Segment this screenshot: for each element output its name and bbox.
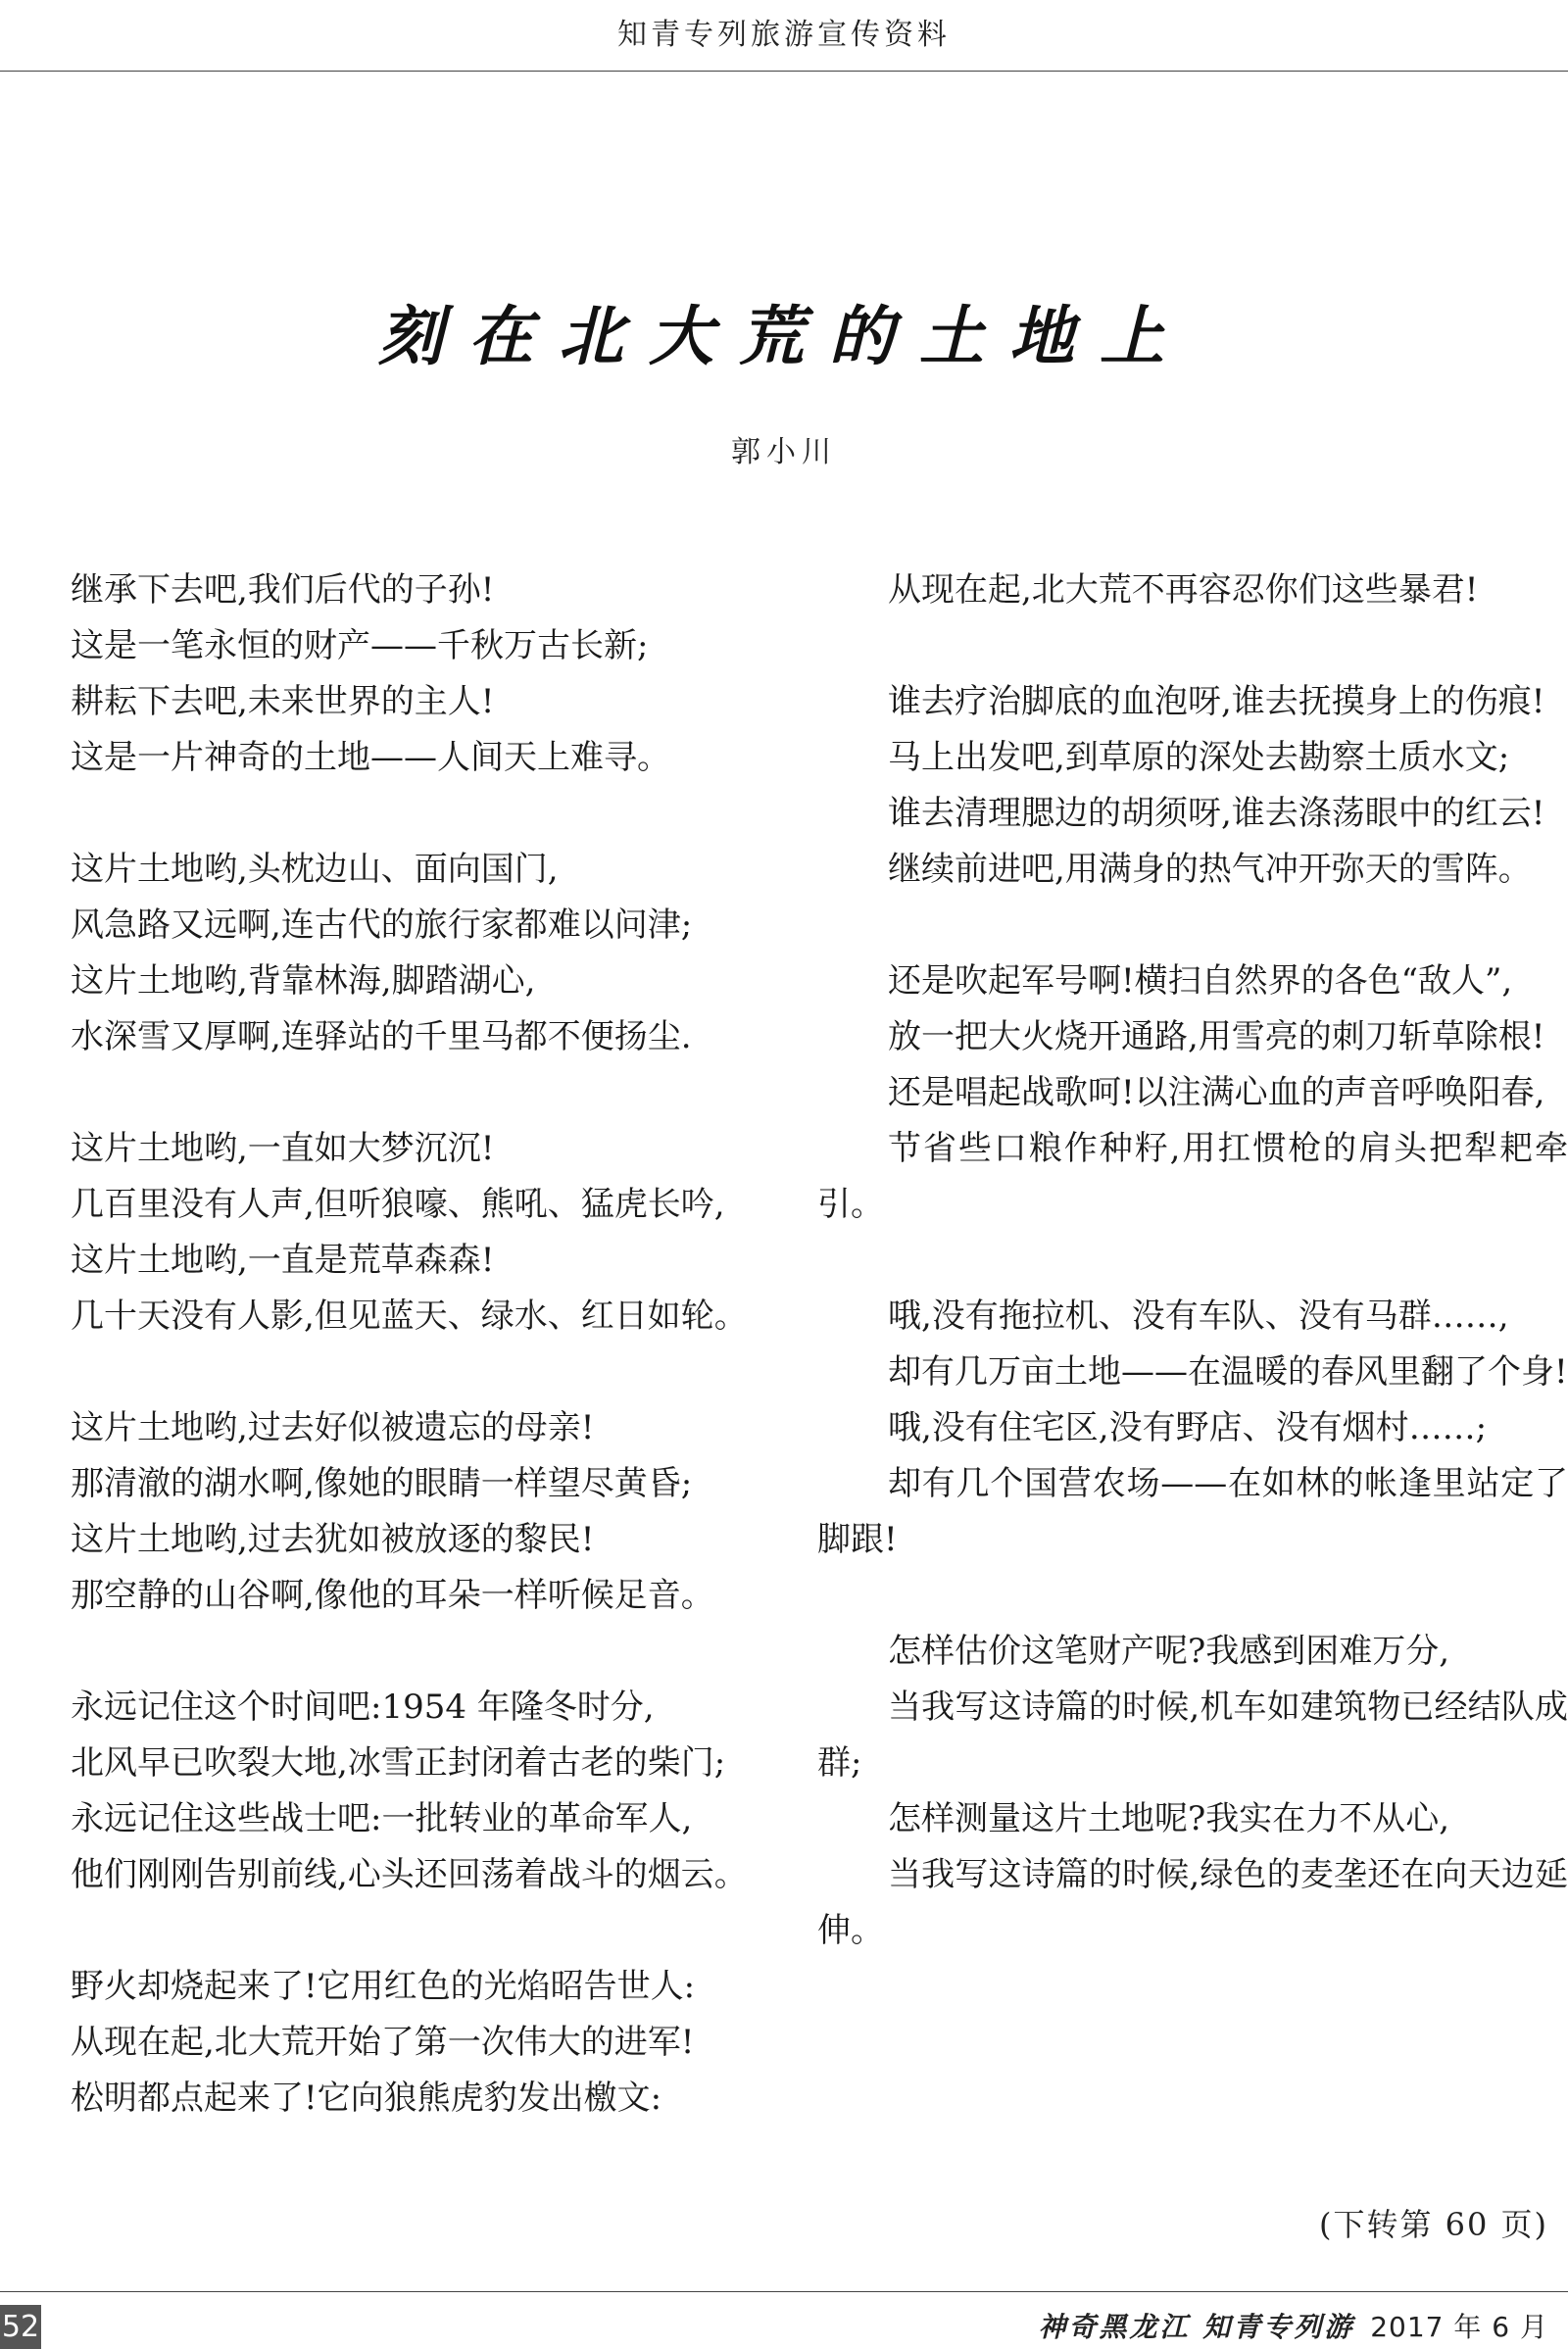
poem-line: 从现在起,北大荒不再容忍你们这些暴君! [888,570,1479,610]
poem-line: 当我写这诗篇的时候,绿色的麦垄还在向天边延伸。 [817,1855,1568,1950]
poem-line: 这片土地哟,背靠林海,脚踏湖心, [71,961,536,1001]
poem-line: 怎样估价这笔财产呢?我感到困难万分, [888,1632,1450,1671]
poem-line: 北风早已吹裂大地,冰雪正封闭着古老的柴门; [71,1743,726,1783]
poem-line: 却有几万亩土地——在温暖的春风里翻了个身! [888,1352,1568,1392]
poem-line: 当我写这诗篇的时候,机车如建筑物已经结队成群; [817,1688,1568,1783]
poem-line: 这片土地哟,过去好似被遗忘的母亲! [71,1408,595,1447]
poem-line: 继承下去吧,我们后代的子孙! [71,570,495,610]
poem-line: 却有几个国营农场——在如林的帐逢里站定了脚跟! [817,1464,1568,1559]
poem-line: 哦,没有拖拉机、没有车队、没有马群……, [888,1297,1509,1336]
poem-line: 谁去疗治脚底的血泡呀,谁去抚摸身上的伤痕! [888,682,1545,721]
poem-line: 放一把大火烧开通路,用雪亮的刺刀斩草除根! [888,1017,1545,1056]
poem-line: 还是唱起战歌呵!以注满心血的声音呼唤阳春, [888,1073,1545,1112]
poem-line: 他们刚刚告别前线,心头还回荡着战斗的烟云。 [71,1855,748,1894]
poem-line: 几十天没有人影,但见蓝天、绿水、红日如轮。 [71,1297,748,1336]
poem-line: 耕耘下去吧,未来世界的主人! [71,682,495,721]
footer-divider [0,2291,1568,2292]
poem-line: 野火却烧起来了!它用红色的光焰昭告世人: [71,1967,696,2006]
poem-line: 继续前进吧,用满身的热气冲开弥天的雪阵。 [888,850,1532,889]
poem-line: 那清澈的湖水啊,像她的眼睛一样望尽黄昏; [71,1464,693,1503]
poem-line: 永远记住这些战士吧:一批转业的革命军人, [71,1799,693,1838]
poem-line: 哦,没有住宅区,没有野店、没有烟村……; [888,1408,1488,1447]
header-divider [0,71,1568,72]
poem-line: 松明都点起来了!它向狼熊虎豹发出檄文: [71,2079,662,2118]
poem-line: 从现在起,北大荒开始了第一次伟大的进军! [71,2023,695,2062]
poem-line: 这片土地哟,头枕边山、面向国门, [71,850,559,889]
poem-line: 还是吹起军号啊!横扫自然界的各色“敌人”, [888,961,1513,1001]
poem-line: 永远记住这个时间吧:1954 年隆冬时分, [71,1688,655,1727]
poem-line: 水深雪又厚啊,连驿站的千里马都不便扬尘. [71,1017,692,1056]
right-text-column [817,563,1568,1959]
magazine-name: 神奇黑龙江 知青专列游 [1038,2311,1355,2343]
poem-line: 风急路又远啊,连古代的旅行家都难以问津; [71,905,693,945]
poem-line: 节省些口粮作种籽,用扛惯枪的肩头把犁耙牵引。 [817,1129,1568,1224]
poem-line: 那空静的山谷啊,像他的耳朵一样听候足音。 [71,1576,714,1615]
running-header: 知青专列旅游宣传资料 [617,18,951,52]
issue-date: 2017 年 6 月 [1370,2311,1548,2343]
poem-line: 这片土地哟,一直是荒草森森! [71,1241,495,1280]
continued-note: (下转第 60 页) [1318,2206,1548,2243]
poem-line: 这是一片神奇的土地——人间天上难寻。 [71,738,670,777]
poem-line: 谁去清理腮边的胡须呀,谁去涤荡眼中的红云! [888,794,1545,833]
left-text-column [0,563,755,2127]
poem-line: 这是一笔永恒的财产——千秋万古长新; [71,626,649,665]
poem-line: 马上出发吧,到草原的深处去勘察土质水文; [888,738,1510,777]
page-number: 52 [0,2305,41,2349]
poem-title: 刻在北大荒的土地上 [378,298,1190,374]
poem-line: 这片土地哟,过去犹如被放逐的黎民! [71,1520,595,1559]
footer-info [1038,2305,1548,2349]
author-name: 郭小川 [731,435,837,469]
poem-line: 怎样测量这片土地呢?我实在力不从心, [888,1799,1450,1838]
poem-line: 几百里没有人声,但听狼嚎、熊吼、猛虎长吟, [71,1185,725,1224]
poem-line: 这片土地哟,一直如大梦沉沉! [71,1129,495,1168]
